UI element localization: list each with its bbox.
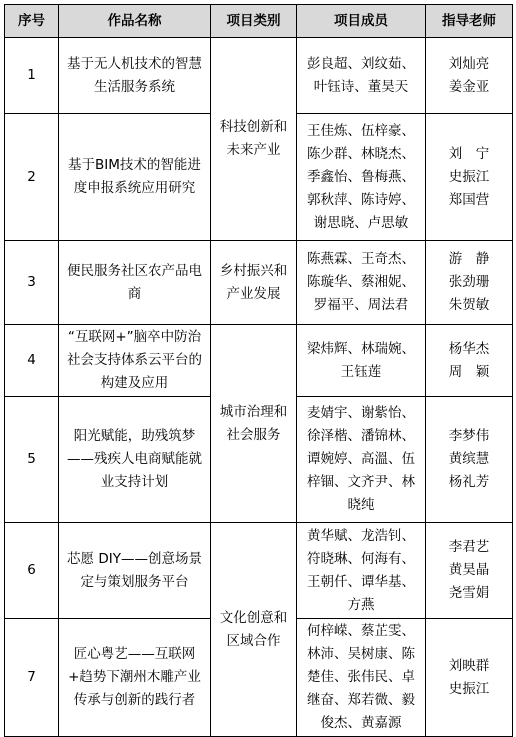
project-category: 文化创意和区域合作 <box>211 523 297 737</box>
project-teachers <box>426 38 513 114</box>
member-line: 林沛、吴树康、陈 <box>307 646 415 662</box>
header-members: 项目成员 <box>297 5 426 38</box>
teacher-line: 李君艺 <box>448 539 490 555</box>
header-category: 项目类别 <box>211 5 297 38</box>
teacher-line: 游 静 <box>448 251 490 267</box>
project-members <box>297 38 426 114</box>
row-number: 1 <box>5 38 59 114</box>
teacher-line: 张劲珊 <box>448 274 490 290</box>
header-row <box>5 5 513 38</box>
teacher-line: 黄昊晶 <box>448 562 490 578</box>
project-teachers <box>426 619 513 737</box>
member-line: 郭秋萍、陈诗婷、 <box>307 191 415 208</box>
project-teachers <box>426 241 513 325</box>
row-number: 4 <box>5 325 59 397</box>
header-no: 序号 <box>5 5 59 38</box>
member-line: 罗福平、周法君 <box>313 297 409 313</box>
row-number: 7 <box>5 619 59 737</box>
member-line: 王佳炼、伍梓豪、 <box>307 122 415 139</box>
project-teachers <box>426 397 513 523</box>
teacher-line: 刘映群 <box>448 657 490 674</box>
member-line: 陈少群、林晓杰、 <box>307 145 415 162</box>
table-row <box>5 241 513 325</box>
project-table <box>4 4 513 737</box>
teacher-line: 刘 宁 <box>448 145 490 162</box>
teacher-line: 姜金亚 <box>448 78 490 95</box>
teacher-line: 史振江 <box>448 680 490 697</box>
member-line: 何梓嵘、蔡芷雯、 <box>307 623 415 639</box>
member-line: 谭婉婷、高溫、伍 <box>307 451 415 467</box>
project-name: 匠心粤艺——互联网+趋势下潮州木雕产业传承与创新的践行者 <box>59 619 211 737</box>
member-line: 符晓琳、何海有、 <box>307 550 415 567</box>
project-category: 城市治理和社会服务 <box>211 325 297 523</box>
project-name: 基于无人机技术的智慧生活服务系统 <box>59 38 211 114</box>
member-line: 叶钰诗、董昊天 <box>313 78 409 95</box>
member-line: 麦婧宇、谢紫怡、 <box>307 405 415 421</box>
project-members <box>297 114 426 241</box>
project-name: 基于BIM技术的智能进度申报系统应用研究 <box>59 114 211 241</box>
member-line: 王朝仟、谭华基、 <box>307 573 415 590</box>
member-line: 梁炜辉、林瑞婉、 <box>307 340 415 357</box>
member-line: 黄华赋、龙浩钊、 <box>307 527 415 544</box>
table-row <box>5 38 513 114</box>
member-line: 陈璇华、蔡湘妮、 <box>307 274 415 290</box>
teacher-line: 史振江 <box>448 168 490 185</box>
member-line: 继奋、郑若微、毅 <box>307 692 415 708</box>
teacher-line: 郑国营 <box>448 191 490 208</box>
project-members <box>297 397 426 523</box>
project-name: 阳光赋能，助残筑梦——残疾人电商赋能就业支持计划 <box>59 397 211 523</box>
member-line: 俊杰、黄嘉源 <box>320 715 402 731</box>
member-line: 方燕 <box>347 596 375 613</box>
teacher-line: 杨华杰 <box>448 340 490 357</box>
member-line: 楚佳、张伟民、卓 <box>307 669 415 685</box>
project-category: 科技创新和未来产业 <box>211 38 297 241</box>
teacher-line: 刘灿亮 <box>448 55 490 72</box>
member-line: 季鑫怡、鲁梅燕、 <box>307 168 415 185</box>
member-line: 徐泽楷、潘锦林、 <box>307 428 415 444</box>
project-members <box>297 523 426 619</box>
member-line: 晓纯 <box>347 497 375 513</box>
row-number: 3 <box>5 241 59 325</box>
teacher-line: 李梦伟 <box>448 428 490 444</box>
table-row <box>5 325 513 397</box>
project-members <box>297 241 426 325</box>
project-teachers <box>426 114 513 241</box>
project-members <box>297 325 426 397</box>
table-row <box>5 523 513 619</box>
project-members <box>297 619 426 737</box>
member-line: 陈燕霖、王奇杰、 <box>307 251 415 267</box>
row-number: 6 <box>5 523 59 619</box>
project-name: 芯愿 DIY——创意场景定与策划服务平台 <box>59 523 211 619</box>
project-name: 便民服务社区农产品电商 <box>59 241 211 325</box>
teacher-line: 尧雪娟 <box>448 585 490 601</box>
project-category: 乡村振兴和产业发展 <box>211 241 297 325</box>
header-teachers: 指导老师 <box>426 5 513 38</box>
member-line: 彭良超、刘纹茹、 <box>307 55 415 72</box>
member-line: 梓锢、文齐尹、林 <box>307 474 415 490</box>
member-line: 王钰莲 <box>340 363 382 380</box>
teacher-line: 周 颖 <box>448 363 490 380</box>
header-name: 作品名称 <box>59 5 211 38</box>
project-teachers <box>426 523 513 619</box>
row-number: 5 <box>5 397 59 523</box>
teacher-line: 杨礼芳 <box>448 474 490 490</box>
row-number: 2 <box>5 114 59 241</box>
teacher-line: 黄缤慧 <box>448 451 490 467</box>
teacher-line: 朱贺敏 <box>448 297 490 313</box>
member-line: 谢思晓、卢思敏 <box>313 214 409 231</box>
project-teachers <box>426 325 513 397</box>
project-name: “互联网+”脑卒中防治社会支持体系云平台的构建及应用 <box>59 325 211 397</box>
